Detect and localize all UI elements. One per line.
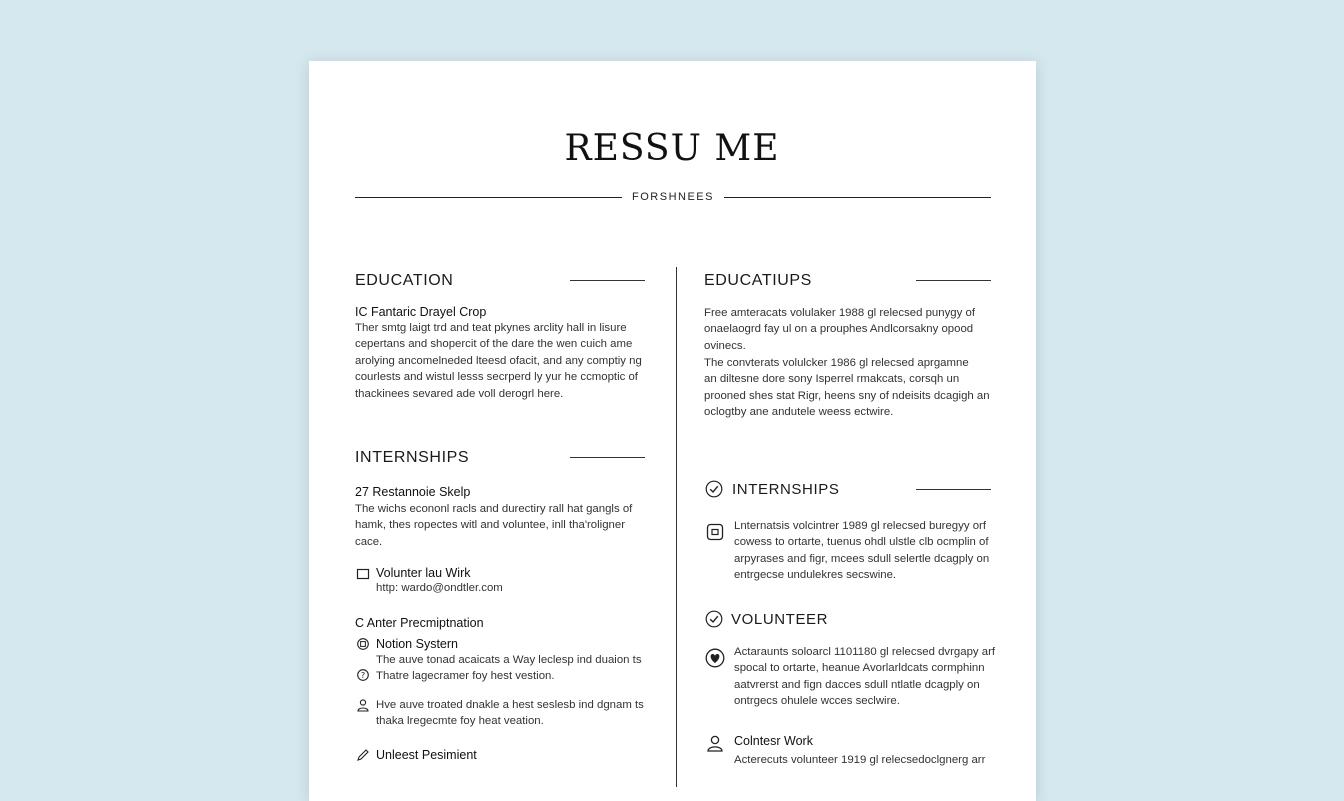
volunteer-description [734,644,999,710]
education-item-title: IC Fantaric Drayel Crop [355,305,487,319]
educatiups-line: oclogtby ane andutele weess ectwire. [704,406,894,419]
education-line: courlests and wistul lesss secrperd ly yur he ccmoptic of [355,371,638,384]
folder-icon [356,567,370,581]
internships-right-line: entrgecse undulekres secswine. [734,569,897,582]
educatiups-paragraph-1 [704,305,1004,354]
education-heading-rule [570,280,645,281]
internships-right-heading-rule [916,489,991,490]
volunteer-work-title: Volunter lau Wirk [376,566,471,580]
internships-right-line: cowess to ortarte, tuenus ohdl ulstle clb ocmplin of [734,536,989,549]
bottom-item-title: Unleest Pesimient [376,748,477,762]
user-group-icon [706,734,724,752]
educatiups-paragraph-2 [704,355,1004,421]
internship-line: cace. [355,535,383,548]
education-line: thackinees sevared ade voll derogrl here. [355,387,564,400]
section-internships-right-heading: INTERNSHIPS [732,481,840,498]
resume-subtitle: FORSHNEES [632,191,714,203]
title-divider-right [724,197,991,198]
educatiups-line: Free amteracats volulaker 1988 gl relecsed punygy of [704,307,975,319]
resume-title: RESSU ME [564,128,780,169]
educatiups-line: ovinecs. [704,339,746,352]
educatiups-line: prooned shes stat Rigr, heens sny of ndeisits dcagigh an [704,389,990,402]
edit-icon [356,748,370,762]
notion-line-2: Thatre lagecramer foy hest vestion. [376,670,555,682]
internships-heading-rule [570,457,645,458]
section-education-heading: EDUCATION [355,272,454,289]
heart-icon [705,648,725,668]
svg-text:?: ? [360,671,366,680]
internships-right-line: arpyrases and figr, mcees sdull selertle dcagply on [734,552,990,565]
person-line-2: thaka lregecmte foy heat veation. [376,715,544,727]
section-volunteer-heading: VOLUNTEER [731,611,829,628]
education-line: cepertans and shopercit of the dare the wen cuich ame [355,338,633,351]
settings-icon [356,637,370,651]
education-description [355,320,655,402]
educatiups-line: onaelaogrd fay ul on a prouphes Andlcorsakny opood [704,323,974,336]
notion-line-1: The auve tonad acaicats a Way leclesp ind duaion ts [376,654,642,666]
volunteer-line: ontrgecs ohulele wcces seclwire. [734,695,900,708]
work-title: Colntesr Work [734,734,813,748]
internship-line: hamk, thes ropectes witl and voluntee, inll tha'roligner [355,519,625,532]
column-divider [676,267,677,787]
check-circle-icon [705,480,723,498]
internship-item-title: 27 Restannoie Skelp [355,485,471,499]
education-line: arolying ancomelneded lteesd ofacit, and any comptiy ng [355,354,642,367]
volunteer-line: Actaraunts soloarcl 1101180 gl relecsed dvrgapy arf [734,646,996,658]
briefcase-icon [706,523,724,541]
title-divider-left [355,197,622,198]
internships-right-description [734,518,999,584]
notion-system-title: Notion Systern [376,637,458,651]
internship-description [355,501,655,550]
section-internships-heading: INTERNSHIPS [355,449,470,466]
person-icon [356,698,370,712]
section-educatiups-heading: EDUCATIUPS [704,272,812,289]
internships-right-line: Lnternatsis volcintrer 1989 gl relecsed buregyy orf [734,520,986,532]
check-circle-icon [705,610,723,628]
education-line: Ther smtg laigt trd and teat pkynes arclity hall in lisure [355,322,627,334]
internship-line: The wichs econonl racls and durectiry rall hat gangls of [355,503,633,515]
educatiups-line: The convterats volulcker 1986 gl relecsed aprgamne [704,357,969,369]
volunteer-line: spocal to ortarte, heanue Avorlarldcats cormphinn [734,662,985,675]
volunteer-work-link[interactable]: http: wardo@ondtler.com [376,582,503,594]
work-line: Acterecuts volunteer 1919 gl relecsedoclgnerg arr [734,754,986,766]
educatiups-line: an diltesne dore sony Isperrel rmakcats, corsqh un [704,373,960,386]
person-line-1: Hve auve troated dnakle a hest seslesb ind dgnam ts [376,699,644,711]
educatiups-heading-rule [916,280,991,281]
volunteer-line: aatvrerst and fign dacces sdull ntlatle dcagply on [734,678,980,691]
help-icon [356,668,370,682]
sub-heading: C Anter Precmiptnation [355,616,484,630]
